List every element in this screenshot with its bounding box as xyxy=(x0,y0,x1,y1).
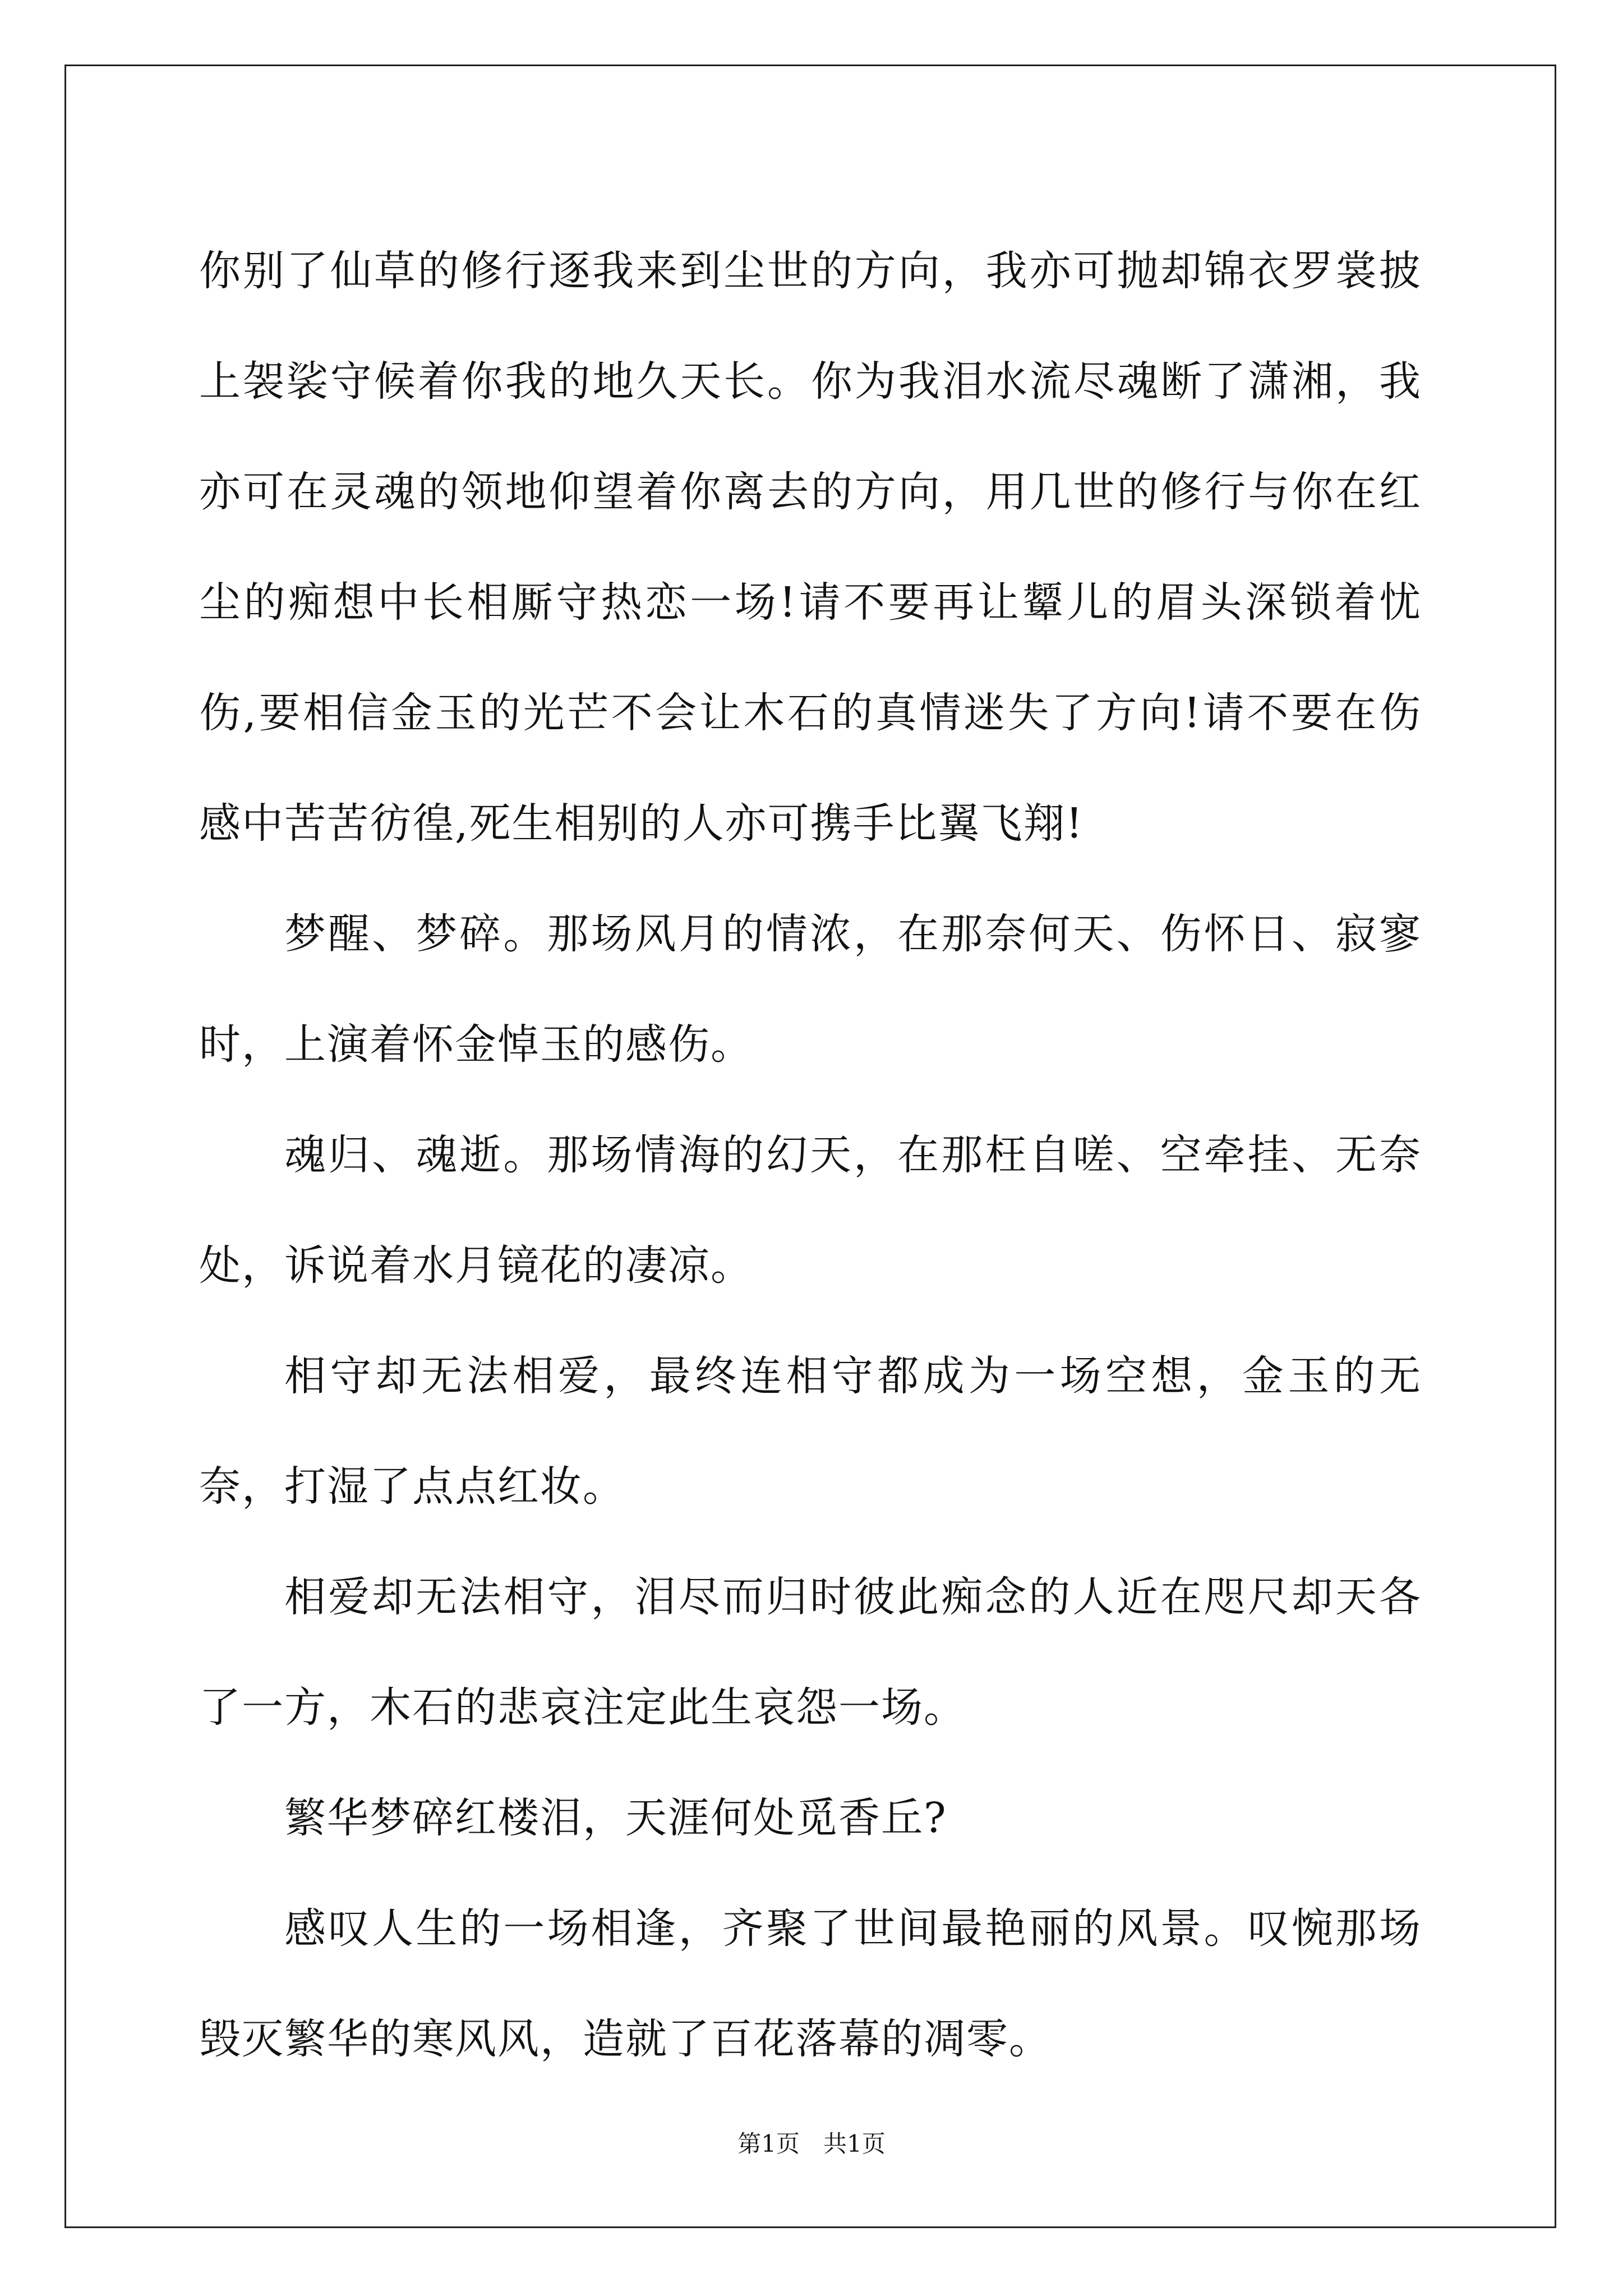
paragraph-2: 梦醒、梦碎。那场风月的情浓，在那奈何天、伤怀日、寂寥时，上演着怀金悼玉的感伤。 xyxy=(199,910,1422,1069)
paragraph-6: 繁华梦碎红楼泪，天涯何处觅香丘? xyxy=(284,1794,947,1842)
paragraph-7: 感叹人生的一场相逢，齐聚了世间最艳丽的风景。叹惋那场毁灭繁华的寒风风，造就了百花落幕的凋零。 xyxy=(199,1904,1422,2063)
paragraph-1: 你别了仙草的修行逐我来到尘世的方向，我亦可抛却锦衣罗裳披上袈裟守候着你我的地久天长。你为我泪水流尽魂断了潇湘，我亦可在灵魂的领地仰望着你离去的方向，用几世的修行与你在红尘的痴想中长相厮守热恋一场!请不要再让颦儿的眉头深锁着忧伤,要相信金玉的光芒不会让木石的真情迷失了方向!请不要在伤感中苦苦彷徨,死生相别的人亦可携手比翼飞翔! xyxy=(199,247,1422,848)
page-footer: 第1页 共1页 xyxy=(737,2130,886,2157)
paragraph-4: 相守却无法相爱，最终连相守都成为一场空想，金玉的无奈，打湿了点点红妆。 xyxy=(199,1352,1422,1511)
paragraph-5: 相爱却无法相守，泪尽而归时彼此痴念的人近在咫尺却天各了一方，木石的悲哀注定此生哀怨一场。 xyxy=(199,1573,1422,1732)
document-body xyxy=(199,216,1422,2095)
paragraph-3: 魂归、魂逝。那场情海的幻天，在那枉自嗟、空牵挂、无奈处，诉说着水月镜花的凄凉。 xyxy=(199,1131,1422,1290)
